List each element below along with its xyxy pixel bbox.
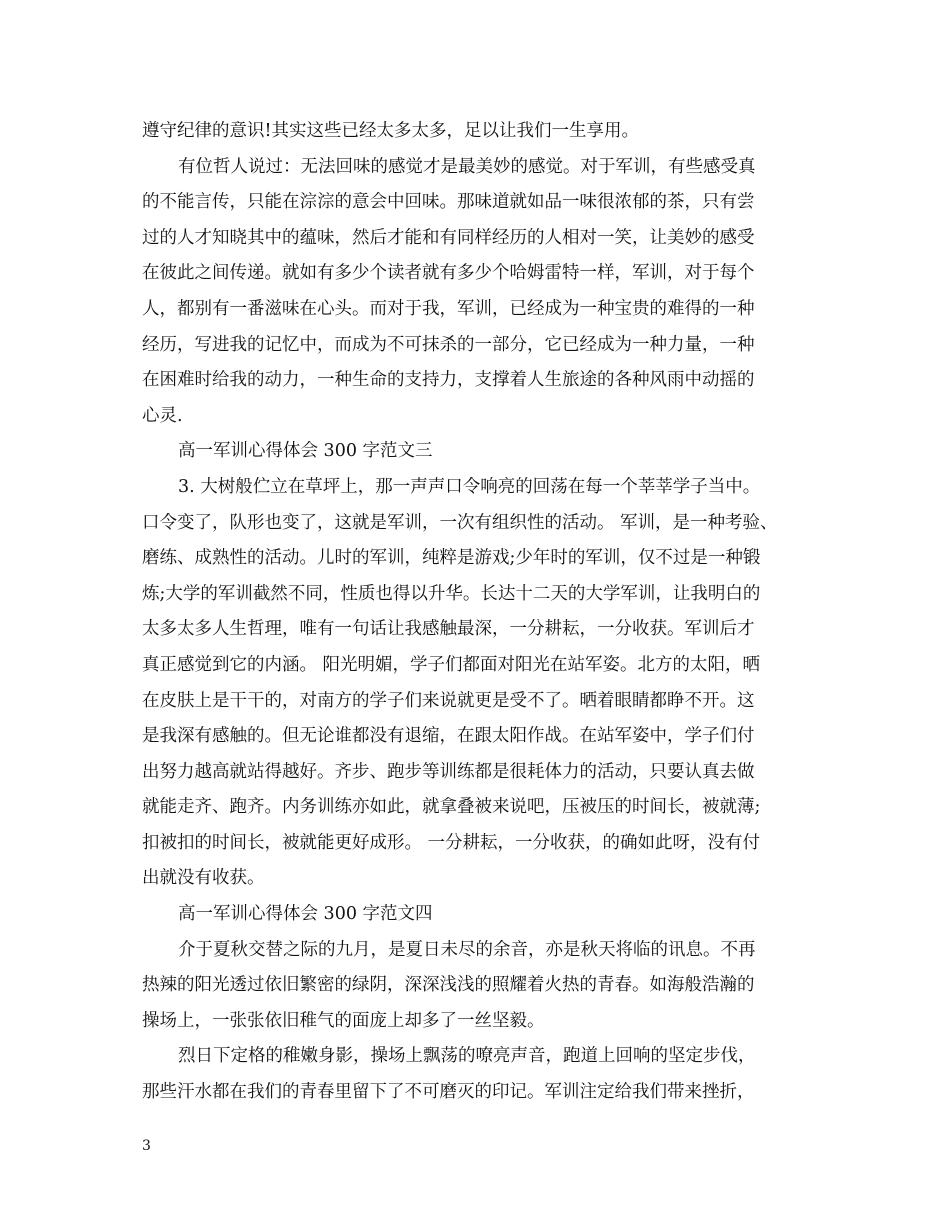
text-line: 出就没有收获。 <box>142 868 265 889</box>
text-line: 那些汗水都在我们的青春里留下了不可磨灭的印记。军训注定给我们带来挫折， <box>142 1082 755 1103</box>
text-line: 是我深有感触的。但无论谁都没有退缩，在跟太阳作战。在站军姿中，学子们付 <box>142 726 755 747</box>
text-line: 口令变了，队形也变了，这就是军训，一次有组织性的活动。 军训，是一种考验、 <box>142 512 778 533</box>
text-line: 3. 大树般伫立在草坪上，那一声声口令响亮的回荡在每一个莘莘学子当中。 <box>178 476 761 497</box>
text-line: 人，都别有一番滋味在心头。而对于我，军训，已经成为一种宝贵的难得的一种 <box>142 298 755 319</box>
text-line: 出努力越高就站得越好。齐步、跑步等训练都是很耗体力的活动，只要认真去做 <box>142 761 755 782</box>
text-line: 在皮肤上是干干的，对南方的学子们来说就更是受不了。晒着眼睛都睁不开。这 <box>142 690 755 711</box>
text-line: 心灵. <box>142 405 183 426</box>
text-line: 高一军训心得体会 300 字范文三 <box>178 441 433 462</box>
text-line: 有位哲人说过：无法回味的感觉才是最美妙的感觉。对于军训，有些感受真 <box>178 156 756 177</box>
text-line: 真正感觉到它的内涵。 阳光明媚，学子们都面对阳光在站军姿。北方的太阳，晒 <box>142 654 761 675</box>
text-line: 的不能言传，只能在淙淙的意会中回味。那味道就如品一味很浓郁的茶，只有尝 <box>142 192 755 213</box>
text-line: 高一军训心得体会 300 字范文四 <box>178 904 433 925</box>
text-line: 热辣的阳光透过依旧繁密的绿阴，深深浅浅的照耀着火热的青春。如海般浩瀚的 <box>142 975 755 996</box>
text-line: 介于夏秋交替之际的九月，是夏日未尽的余音，亦是秋天将临的讯息。不再 <box>178 939 756 960</box>
text-line: 烈日下定格的稚嫩身影，操场上飘荡的嘹亮声音，跑道上回响的坚定步伐， <box>178 1046 756 1067</box>
text-line: 磨练、成熟性的活动。儿时的军训，纯粹是游戏;少年时的军训，仅不过是一种锻 <box>142 548 761 569</box>
text-line: 扣被扣的时间长，被就能更好成形。 一分耕耘，一分收获，的确如此呀，没有付 <box>142 832 761 853</box>
document-body <box>142 114 810 1111</box>
text-line: 过的人才知晓其中的蕴味，然后才能和有同样经历的人相对一笑，让美妙的感受 <box>142 227 755 248</box>
text-line: 炼;大学的军训截然不同，性质也得以升华。长达十二天的大学军训，让我明白的 <box>142 583 761 604</box>
text-line: 遵守纪律的意识!其实这些已经太多太多，足以让我们一生享用。 <box>142 121 640 141</box>
page-number: 3 <box>142 1138 151 1154</box>
text-line: 操场上，一张张依旧稚气的面庞上却多了一丝坚毅。 <box>142 1010 545 1031</box>
text-line: 经历，写进我的记忆中，而成为不可抹杀的一部分，它已经成为一种力量，一种 <box>142 334 755 355</box>
text-line: 就能走齐、跑齐。内务训练亦如此，就拿叠被来说吧，压被压的时间长，被就薄; <box>142 797 761 818</box>
text-line: 在彼此之间传递。就如有多少个读者就有多少个哈姆雷特一样，军训，对于每个 <box>142 263 755 284</box>
text-line: 太多太多人生哲理，唯有一句话让我感触最深，一分耕耘，一分收获。军训后才 <box>142 619 755 640</box>
text-line: 在困难时给我的动力，一种生命的支持力，支撑着人生旅途的各种风雨中动摇的 <box>142 370 755 391</box>
